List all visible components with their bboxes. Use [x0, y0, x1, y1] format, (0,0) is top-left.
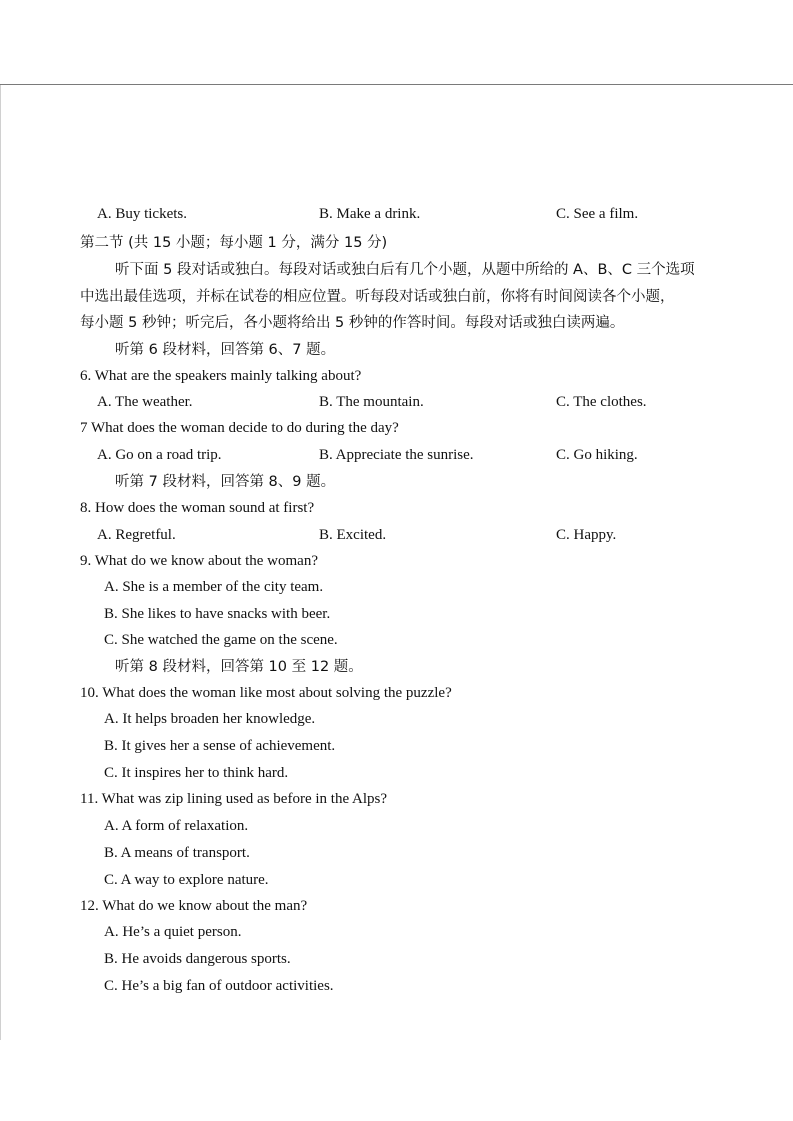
q8-option-b: B. Excited. [319, 527, 387, 543]
material-6-instruction: 听第 6 段材料，回答第 6、7 题。 [115, 342, 336, 358]
q9-option-a: A. She is a member of the city team. [104, 579, 324, 595]
q5-option-c: C. See a film. [556, 206, 639, 222]
q11-option-b: B. A means of transport. [104, 845, 250, 861]
section2-instruction-line-1: 听下面 5 段对话或独白。每段对话或独白后有几个小题，从题中所给的 A、B、C 三个选项 [115, 262, 695, 278]
q10-option-b: B. It gives her a sense of achievement. [104, 738, 336, 754]
q7-stem: 7 What does the woman decide to do during the day? [80, 420, 399, 436]
section2-instruction-line-3: 每小题 5 秒钟；听完后，各小题将给出 5 秒钟的作答时间。每段对话或独白读两遍。 [80, 315, 625, 331]
q8-option-c: C. Happy. [556, 527, 617, 543]
q12-option-b: B. He avoids dangerous sports. [104, 951, 291, 967]
q12-stem: 12. What do we know about the man? [80, 898, 308, 914]
q6-option-c: C. The clothes. [556, 394, 647, 410]
q8-stem: 8. How does the woman sound at first? [80, 500, 315, 516]
q10-option-a: A. It helps broaden her knowledge. [104, 711, 316, 727]
q11-option-a: A. A form of relaxation. [104, 818, 249, 834]
q9-stem: 9. What do we know about the woman? [80, 553, 319, 569]
q10-stem: 10. What does the woman like most about solving the puzzle? [80, 685, 452, 701]
q10-option-c: C. It inspires her to think hard. [104, 765, 289, 781]
q5-option-a: A. Buy tickets. [97, 206, 187, 222]
q12-option-c: C. He’s a big fan of outdoor activities. [104, 978, 334, 994]
q7-option-c: C. Go hiking. [556, 447, 638, 463]
q11-option-c: C. A way to explore nature. [104, 872, 269, 888]
q9-option-c: C. She watched the game on the scene. [104, 632, 338, 648]
q7-option-a: A. Go on a road trip. [97, 447, 222, 463]
material-7-instruction: 听第 7 段材料，回答第 8、9 题。 [115, 474, 336, 490]
q6-option-a: A. The weather. [97, 394, 193, 410]
q6-stem: 6. What are the speakers mainly talking about? [80, 368, 362, 384]
page-top-rule [0, 84, 793, 85]
q6-option-b: B. The mountain. [319, 394, 424, 410]
q9-option-b: B. She likes to have snacks with beer. [104, 606, 331, 622]
q7-option-b: B. Appreciate the sunrise. [319, 447, 474, 463]
q12-option-a: A. He’s a quiet person. [104, 924, 242, 940]
q8-option-a: A. Regretful. [97, 527, 176, 543]
q5-option-b: B. Make a drink. [319, 206, 421, 222]
q11-stem: 11. What was zip lining used as before in the Alps? [80, 791, 388, 807]
section2-instruction-line-2: 中选出最佳选项，并标在试卷的相应位置。听每段对话或独白前，你将有时间阅读各个小题， [80, 289, 675, 305]
page-left-edge [0, 85, 1, 1040]
material-8-instruction: 听第 8 段材料，回答第 10 至 12 题。 [115, 659, 363, 675]
section2-heading: 第二节 (共 15 小题；每小题 1 分，满分 15 分) [80, 235, 388, 251]
